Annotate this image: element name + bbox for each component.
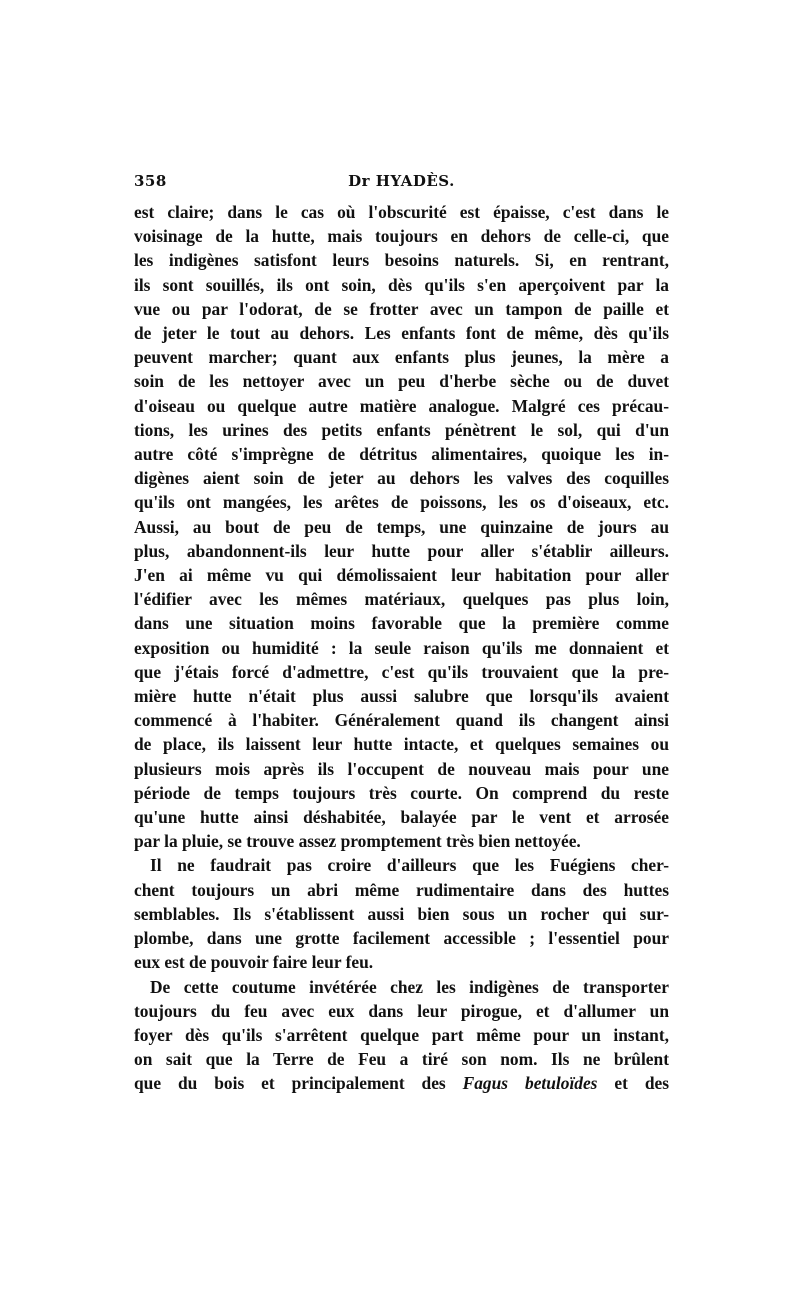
text-line: De cette coutume invétérée chez les indigènes de transporter bbox=[150, 976, 669, 997]
text-line: plusieurs mois après ils l'occupent de nouveau mais pour une bbox=[134, 758, 669, 779]
text-line: Aussi, au bout de peu de temps, une quinzaine de jours au bbox=[134, 516, 669, 537]
text-line: commencé à l'habiter. Généralement quand ils changent ainsi bbox=[134, 710, 669, 731]
page-number: 358 bbox=[134, 172, 167, 190]
text-line: de place, ils laissent leur hutte intacte, et quelques semaines ou bbox=[134, 734, 669, 755]
text-line: digènes aient soin de jeter au dehors les valves des coquilles bbox=[134, 468, 669, 489]
text-line: l'édifier avec les mêmes matériaux, quelques pas plus loin, bbox=[134, 589, 669, 610]
text-line: toujours du feu avec eux dans leur pirogue, et d'allumer un bbox=[134, 1000, 669, 1021]
body-text bbox=[134, 200, 669, 1096]
text-line: tions, les urines des petits enfants pénètrent le sol, qui d'un bbox=[134, 419, 669, 440]
text-line: est claire; dans le cas où l'obscurité est épaisse, c'est dans le bbox=[134, 202, 669, 222]
text-line: ils sont souillés, ils ont soin, dès qu'ils s'en aperçoivent par la bbox=[134, 274, 669, 295]
text-line: voisinage de la hutte, mais toujours en dehors de celle-ci, que bbox=[134, 226, 669, 247]
page-header bbox=[134, 172, 669, 200]
text-line: mière hutte n'était plus aussi salubre que lorsqu'ils avaient bbox=[134, 686, 669, 707]
text-line: les indigènes satisfont leurs besoins naturels. Si, en rentrant, bbox=[134, 250, 669, 271]
book-page bbox=[134, 172, 669, 1096]
text-line: qu'une hutte ainsi déshabitée, balayée par le vent et arrosée bbox=[134, 807, 669, 828]
text-line: Il ne faudrait pas croire d'ailleurs que les Fuégiens cher- bbox=[150, 855, 669, 876]
text-line: chent toujours un abri même rudimentaire dans des huttes bbox=[134, 879, 669, 900]
text-line: J'en ai même vu qui démolissaient leur habitation pour aller bbox=[134, 565, 669, 586]
text-line: qu'ils ont mangées, les arêtes de poissons, les os d'oiseaux, etc. bbox=[134, 492, 669, 513]
text-line: plus, abandonnent-ils leur hutte pour aller s'établir ailleurs. bbox=[134, 540, 669, 561]
text-line: que du bois et principalement des Fagus betuloïdes et des bbox=[134, 1073, 669, 1094]
text-line: peuvent marcher; quant aux enfants plus jeunes, la mère a bbox=[134, 347, 669, 368]
text-line: soin de les nettoyer avec un peu d'herbe sèche ou de duvet bbox=[134, 371, 669, 392]
paragraph-2 bbox=[134, 853, 669, 974]
text-line: dans une situation moins favorable que la première comme bbox=[134, 613, 669, 634]
text-line: on sait que la Terre de Feu a tiré son nom. Ils ne brûlent bbox=[134, 1049, 669, 1070]
paragraph-3 bbox=[134, 975, 669, 1096]
text-line: période de temps toujours très courte. On comprend du reste bbox=[134, 782, 669, 803]
text-line: de jeter le tout au dehors. Les enfants font de même, dès qu'ils bbox=[134, 323, 669, 344]
text-line: vue ou par l'odorat, de se frotter avec un tampon de paille et bbox=[134, 298, 669, 319]
text-line: que j'étais forcé d'admettre, c'est qu'ils trouvaient que la pre- bbox=[134, 661, 669, 682]
text-line: foyer dès qu'ils s'arrêtent quelque part même pour un instant, bbox=[134, 1024, 669, 1045]
paragraph-1 bbox=[134, 200, 669, 853]
text-line: eux est de pouvoir faire leur feu. bbox=[134, 952, 374, 973]
text-line: semblables. Ils s'établissent aussi bien sous un rocher qui sur- bbox=[134, 903, 669, 924]
running-head: Dr HYADÈS. bbox=[348, 172, 455, 190]
text-line: plombe, dans une grotte facilement accessible ; l'essentiel pour bbox=[134, 928, 669, 949]
text-line: par la pluie, se trouve assez promptement très bien nettoyée. bbox=[134, 831, 581, 852]
text-line: autre côté s'imprègne de détritus alimentaires, quoique les in- bbox=[134, 444, 669, 465]
text-line: d'oiseau ou quelque autre matière analogue. Malgré ces précau- bbox=[134, 395, 669, 416]
text-line: exposition ou humidité : la seule raison qu'ils me donnaient et bbox=[134, 637, 669, 658]
species-name: Fagus betuloïdes bbox=[462, 1073, 598, 1094]
